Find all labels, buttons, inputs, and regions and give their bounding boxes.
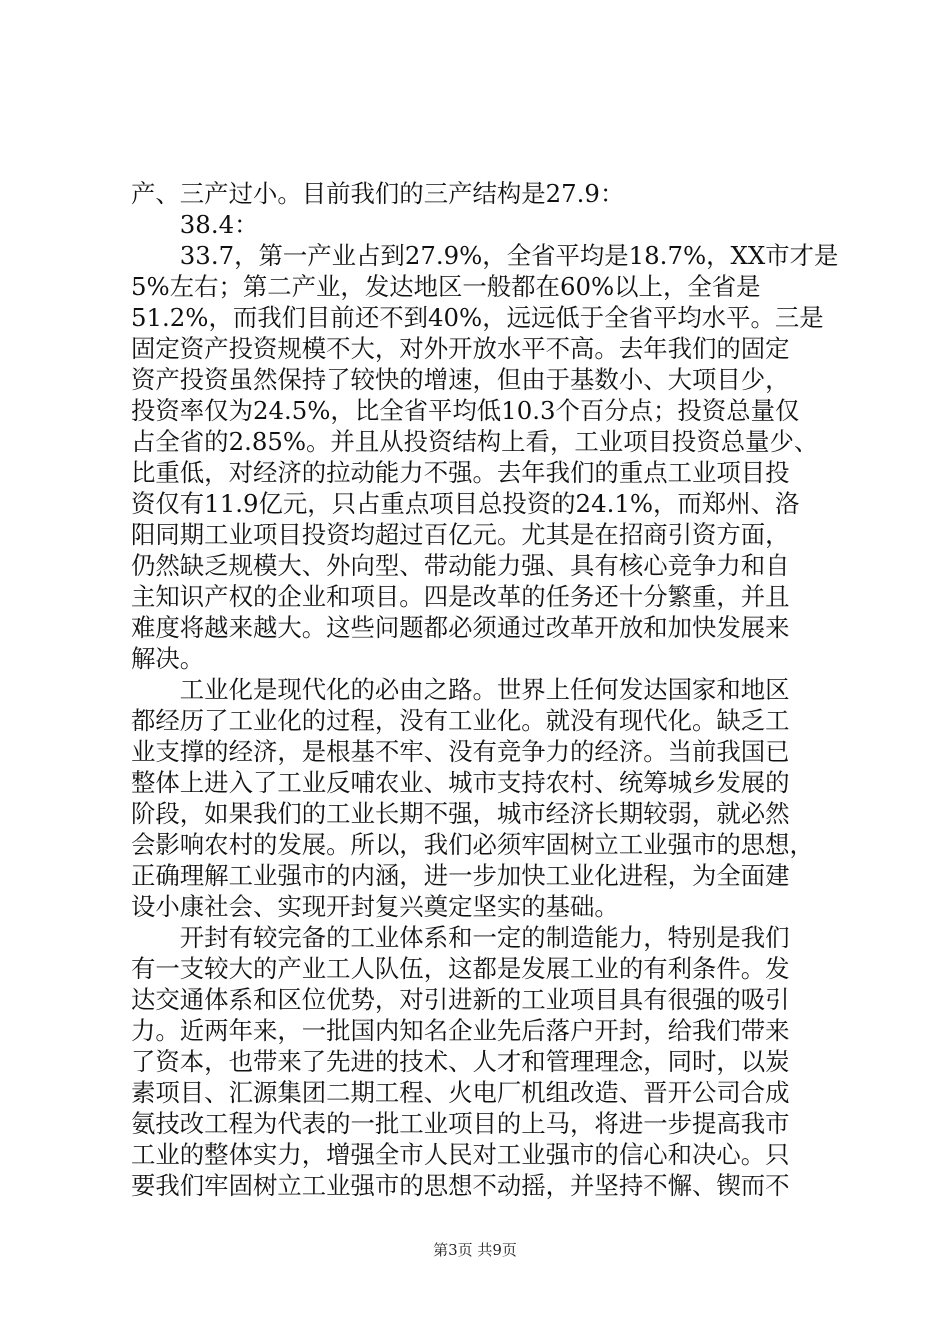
- text-line: 固定资产投资规模不大，对外开放水平不高。去年我们的固定: [131, 334, 790, 363]
- text-line: 资产投资虽然保持了较快的增速，但由于基数小、大项目少，: [131, 365, 790, 394]
- text-line: 投资率仅为24.5%，比全省平均低10.3个百分点；投资总量仅: [131, 396, 800, 425]
- text-line: 51.2%，而我们目前还不到40%，远远低于全省平均水平。三是: [131, 303, 824, 332]
- text-line: 解决。: [131, 644, 205, 673]
- text-line: 产、三产过小。目前我们的三产结构是27.9：: [131, 179, 625, 208]
- page-number-footer: 第3页 共9页: [433, 1241, 517, 1259]
- text-line: 比重低，对经济的拉动能力不强。去年我们的重点工业项目投: [131, 458, 790, 487]
- text-line: 38.4：: [131, 210, 259, 239]
- text-line: 力。近两年来，一批国内知名企业先后落户开封，给我们带来: [131, 1016, 790, 1045]
- text-line: 达交通体系和区位优势，对引进新的工业项目具有很强的吸引: [131, 985, 790, 1014]
- text-line: 要我们牢固树立工业强市的思想不动摇，并坚持不懈、锲而不: [131, 1171, 790, 1200]
- text-line: 阳同期工业项目投资均超过百亿元。尤其是在招商引资方面，: [131, 520, 790, 549]
- text-line: 整体上进入了工业反哺农业、城市支持农村、统筹城乡发展的: [131, 768, 790, 797]
- text-line: 有一支较大的产业工人队伍，这都是发展工业的有利条件。发: [131, 954, 790, 983]
- text-line: 工业的整体实力，增强全市人民对工业强市的信心和决心。只: [131, 1140, 790, 1169]
- text-line: 设小康社会、实现开封复兴奠定坚实的基础。: [131, 892, 619, 921]
- text-line: 5%左右；第二产业，发达地区一般都在60%以上，全省是: [131, 272, 761, 301]
- text-line: 主知识产权的企业和项目。四是改革的任务还十分繁重，并且: [131, 582, 790, 611]
- text-line: 业支撑的经济，是根基不牢、没有竞争力的经济。当前我国已: [131, 737, 790, 766]
- text-line: 素项目、汇源集团二期工程、火电厂机组改造、晋开公司合成: [131, 1078, 790, 1107]
- text-line: 仍然缺乏规模大、外向型、带动能力强、具有核心竞争力和自: [131, 551, 790, 580]
- text-line: 会影响农村的发展。所以，我们必须牢固树立工业强市的思想，: [131, 830, 814, 859]
- text-line: 工业化是现代化的必由之路。世界上任何发达国家和地区: [131, 675, 790, 704]
- text-line: 都经历了工业化的过程，没有工业化。就没有现代化。缺乏工: [131, 706, 790, 735]
- text-line: 开封有较完备的工业体系和一定的制造能力，特别是我们: [131, 923, 790, 952]
- text-line: 了资本，也带来了先进的技术、人才和管理理念，同时，以炭: [131, 1047, 790, 1076]
- text-line: 难度将越来越大。这些问题都必须通过改革开放和加快发展来: [131, 613, 790, 642]
- text-line: 资仅有11.9亿元，只占重点项目总投资的24.1%，而郑州、洛: [131, 489, 800, 518]
- text-line: 氨技改工程为代表的一批工业项目的上马，将进一步提高我市: [131, 1109, 790, 1138]
- text-line: 阶段，如果我们的工业长期不强，城市经济长期较弱，就必然: [131, 799, 790, 828]
- text-line: 占全省的2.85%。并且从投资结构上看，工业项目投资总量少、: [131, 427, 819, 456]
- body-text: [131, 178, 839, 1201]
- text-line: 正确理解工业强市的内涵，进一步加快工业化进程，为全面建: [131, 861, 790, 890]
- text-line: 33.7，第一产业占到27.9%，全省平均是18.7%，XX市才是: [131, 241, 839, 270]
